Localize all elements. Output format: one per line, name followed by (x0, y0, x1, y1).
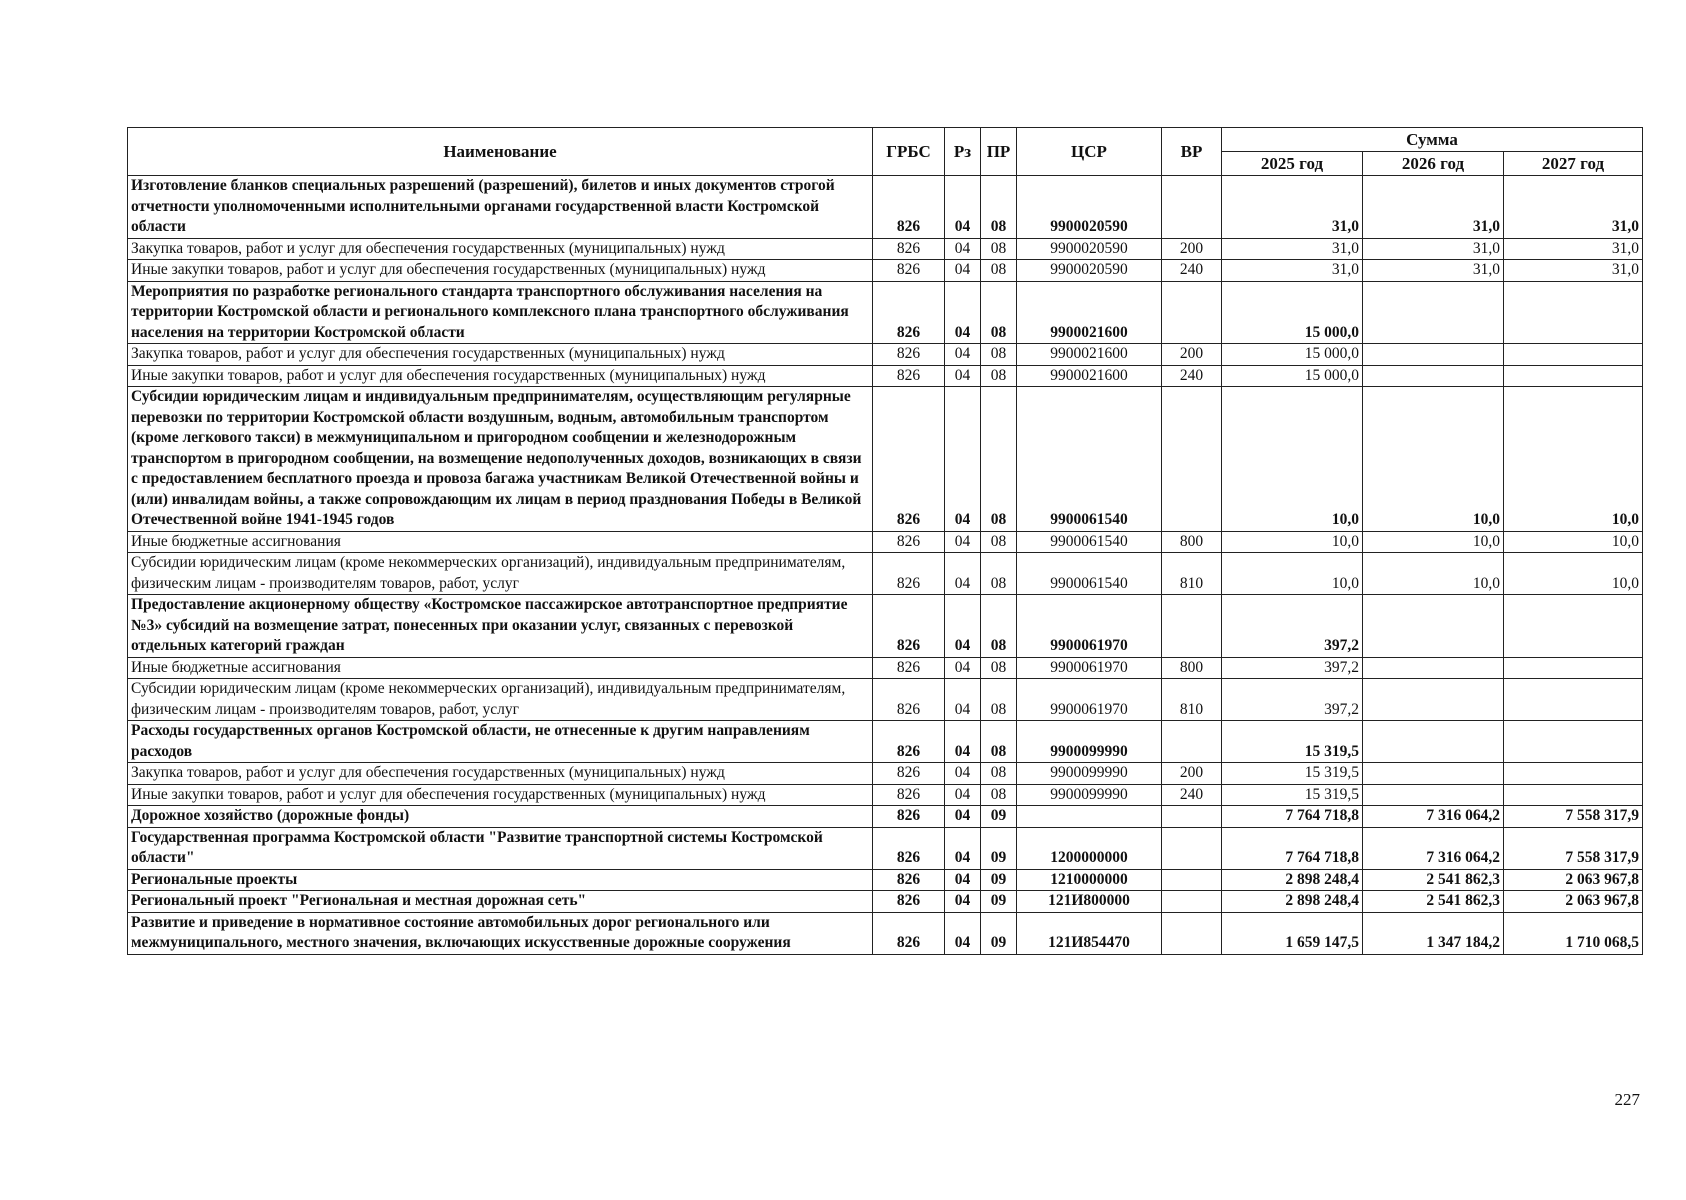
cell-s2025: 15 319,5 (1222, 784, 1363, 806)
cell-grbs: 826 (873, 721, 945, 763)
header-2026: 2026 год (1363, 152, 1504, 176)
cell-vr (1162, 827, 1222, 869)
budget-table-container (127, 127, 1642, 955)
cell-csr: 9900021600 (1017, 365, 1162, 387)
cell-name: Дорожное хозяйство (дорожные фонды) (128, 806, 873, 828)
header-grbs: ГРБС (873, 128, 945, 176)
table-row (128, 387, 1643, 532)
cell-vr (1162, 891, 1222, 913)
cell-pr: 09 (981, 891, 1017, 913)
table-row (128, 657, 1643, 679)
table-row (128, 281, 1643, 344)
cell-pr: 08 (981, 176, 1017, 239)
header-vr: ВР (1162, 128, 1222, 176)
cell-pr: 08 (981, 553, 1017, 595)
header-name: Наименование (128, 128, 873, 176)
cell-grbs: 826 (873, 763, 945, 785)
cell-rz: 04 (945, 784, 981, 806)
cell-csr: 9900099990 (1017, 763, 1162, 785)
cell-pr: 08 (981, 784, 1017, 806)
cell-grbs: 826 (873, 176, 945, 239)
cell-s2027: 10,0 (1504, 553, 1643, 595)
cell-csr: 9900099990 (1017, 784, 1162, 806)
cell-s2026: 10,0 (1363, 531, 1504, 553)
table-row (128, 365, 1643, 387)
header-2025: 2025 год (1222, 152, 1363, 176)
cell-pr: 09 (981, 827, 1017, 869)
cell-rz: 04 (945, 365, 981, 387)
cell-grbs: 826 (873, 891, 945, 913)
cell-s2027 (1504, 595, 1643, 658)
cell-name: Государственная программа Костромской области "Развитие транспортной системы Костромской области" (128, 827, 873, 869)
cell-vr (1162, 721, 1222, 763)
cell-s2025: 2 898 248,4 (1222, 891, 1363, 913)
cell-s2027 (1504, 679, 1643, 721)
table-row (128, 891, 1643, 913)
cell-pr: 08 (981, 281, 1017, 344)
cell-s2025: 15 000,0 (1222, 344, 1363, 366)
cell-grbs: 826 (873, 281, 945, 344)
table-row (128, 238, 1643, 260)
cell-s2027 (1504, 784, 1643, 806)
cell-s2027: 10,0 (1504, 531, 1643, 553)
cell-s2025: 15 000,0 (1222, 281, 1363, 344)
table-row (128, 679, 1643, 721)
cell-csr: 9900020590 (1017, 176, 1162, 239)
table-row (128, 721, 1643, 763)
cell-s2027 (1504, 657, 1643, 679)
page-number: 227 (1614, 1090, 1640, 1109)
cell-s2025: 10,0 (1222, 387, 1363, 532)
cell-pr: 08 (981, 657, 1017, 679)
table-row (128, 344, 1643, 366)
cell-rz: 04 (945, 763, 981, 785)
cell-s2027: 31,0 (1504, 260, 1643, 282)
cell-name: Региональный проект "Региональная и местная дорожная сеть" (128, 891, 873, 913)
cell-rz: 04 (945, 869, 981, 891)
cell-s2027 (1504, 281, 1643, 344)
cell-s2026: 2 541 862,3 (1363, 869, 1504, 891)
cell-s2026: 7 316 064,2 (1363, 806, 1504, 828)
cell-rz: 04 (945, 721, 981, 763)
table-row (128, 531, 1643, 553)
cell-s2027 (1504, 721, 1643, 763)
cell-s2025: 2 898 248,4 (1222, 869, 1363, 891)
cell-csr: 9900061970 (1017, 679, 1162, 721)
cell-csr: 9900099990 (1017, 721, 1162, 763)
cell-s2027 (1504, 344, 1643, 366)
cell-name: Иные бюджетные ассигнования (128, 657, 873, 679)
cell-s2027: 2 063 967,8 (1504, 869, 1643, 891)
cell-s2025: 397,2 (1222, 657, 1363, 679)
table-row (128, 763, 1643, 785)
table-row (128, 827, 1643, 869)
table-row (128, 176, 1643, 239)
cell-s2025: 397,2 (1222, 595, 1363, 658)
cell-vr: 800 (1162, 531, 1222, 553)
table-body (128, 176, 1643, 955)
cell-name: Субсидии юридическим лицам (кроме некоммерческих организаций), индивидуальным предпринимателям, физическим лицам - производителям товаров, работ, услуг (128, 553, 873, 595)
cell-csr (1017, 806, 1162, 828)
cell-grbs: 826 (873, 553, 945, 595)
cell-pr: 08 (981, 531, 1017, 553)
header-sum: Сумма (1222, 128, 1643, 152)
cell-s2027: 2 063 967,8 (1504, 891, 1643, 913)
cell-grbs: 826 (873, 784, 945, 806)
cell-pr: 08 (981, 721, 1017, 763)
cell-s2026 (1363, 365, 1504, 387)
cell-s2025: 1 659 147,5 (1222, 912, 1363, 954)
cell-grbs: 826 (873, 531, 945, 553)
header-rz: Рз (945, 128, 981, 176)
cell-vr (1162, 595, 1222, 658)
cell-s2026: 1 347 184,2 (1363, 912, 1504, 954)
table-row (128, 806, 1643, 828)
table-row (128, 260, 1643, 282)
cell-csr: 9900021600 (1017, 344, 1162, 366)
cell-csr: 121И800000 (1017, 891, 1162, 913)
cell-rz: 04 (945, 344, 981, 366)
cell-grbs: 826 (873, 260, 945, 282)
cell-rz: 04 (945, 176, 981, 239)
cell-s2025: 31,0 (1222, 238, 1363, 260)
cell-vr: 240 (1162, 260, 1222, 282)
cell-csr: 1210000000 (1017, 869, 1162, 891)
cell-pr: 09 (981, 806, 1017, 828)
cell-s2025: 15 000,0 (1222, 365, 1363, 387)
cell-name: Иные бюджетные ассигнования (128, 531, 873, 553)
cell-s2026: 10,0 (1363, 387, 1504, 532)
cell-s2025: 7 764 718,8 (1222, 806, 1363, 828)
header-2027: 2027 год (1504, 152, 1643, 176)
cell-name: Закупка товаров, работ и услуг для обеспечения государственных (муниципальных) нужд (128, 763, 873, 785)
cell-rz: 04 (945, 260, 981, 282)
cell-s2026 (1363, 679, 1504, 721)
cell-rz: 04 (945, 238, 981, 260)
cell-grbs: 826 (873, 387, 945, 532)
cell-s2025: 31,0 (1222, 260, 1363, 282)
cell-pr: 09 (981, 912, 1017, 954)
cell-csr: 9900020590 (1017, 238, 1162, 260)
cell-name: Расходы государственных органов Костромской области, не отнесенные к другим направлениям расходов (128, 721, 873, 763)
cell-name: Предоставление акционерному обществу «Костромское пассажирское автотранспортное предприятие №3» субсидий на возмещение затрат, понесенных при оказании услуг, связанных с перевозкой отдельных категорий граждан (128, 595, 873, 658)
cell-csr: 9900061970 (1017, 657, 1162, 679)
cell-rz: 04 (945, 806, 981, 828)
cell-csr: 9900061540 (1017, 387, 1162, 532)
cell-rz: 04 (945, 595, 981, 658)
cell-s2027: 7 558 317,9 (1504, 827, 1643, 869)
cell-csr: 9900061970 (1017, 595, 1162, 658)
cell-vr: 200 (1162, 238, 1222, 260)
cell-s2026: 31,0 (1363, 238, 1504, 260)
cell-csr: 9900021600 (1017, 281, 1162, 344)
cell-rz: 04 (945, 531, 981, 553)
cell-vr (1162, 176, 1222, 239)
cell-csr: 9900061540 (1017, 553, 1162, 595)
cell-s2026: 31,0 (1363, 176, 1504, 239)
cell-grbs: 826 (873, 827, 945, 869)
budget-table (127, 127, 1643, 955)
table-row (128, 912, 1643, 954)
cell-s2025: 397,2 (1222, 679, 1363, 721)
cell-rz: 04 (945, 553, 981, 595)
cell-grbs: 826 (873, 912, 945, 954)
cell-name: Развитие и приведение в нормативное состояние автомобильных дорог регионального или межмуниципального, местного значения, включающих искусственные дорожные сооружения (128, 912, 873, 954)
cell-s2027 (1504, 763, 1643, 785)
cell-s2025: 10,0 (1222, 553, 1363, 595)
cell-s2026 (1363, 281, 1504, 344)
cell-name: Мероприятия по разработке регионального стандарта транспортного обслуживания населения на территории Костромской области и регионального комплексного плана транспортного обслуживания населения на территории Костромской области (128, 281, 873, 344)
cell-pr: 08 (981, 763, 1017, 785)
cell-s2025: 10,0 (1222, 531, 1363, 553)
cell-pr: 08 (981, 260, 1017, 282)
cell-rz: 04 (945, 912, 981, 954)
cell-grbs: 826 (873, 365, 945, 387)
cell-pr: 08 (981, 679, 1017, 721)
cell-grbs: 826 (873, 238, 945, 260)
cell-rz: 04 (945, 657, 981, 679)
cell-csr: 121И854470 (1017, 912, 1162, 954)
cell-s2026 (1363, 721, 1504, 763)
cell-vr (1162, 387, 1222, 532)
cell-s2027: 10,0 (1504, 387, 1643, 532)
cell-s2027 (1504, 365, 1643, 387)
cell-grbs: 826 (873, 806, 945, 828)
cell-s2026 (1363, 595, 1504, 658)
cell-grbs: 826 (873, 657, 945, 679)
table-row (128, 553, 1643, 595)
cell-name: Субсидии юридическим лицам (кроме некоммерческих организаций), индивидуальным предпринимателям, физическим лицам - производителям товаров, работ, услуг (128, 679, 873, 721)
cell-name: Иные закупки товаров, работ и услуг для обеспечения государственных (муниципальных) нужд (128, 365, 873, 387)
cell-s2026: 31,0 (1363, 260, 1504, 282)
cell-pr: 08 (981, 595, 1017, 658)
cell-s2025: 31,0 (1222, 176, 1363, 239)
cell-vr: 810 (1162, 553, 1222, 595)
cell-s2026 (1363, 784, 1504, 806)
cell-rz: 04 (945, 387, 981, 532)
cell-s2025: 15 319,5 (1222, 763, 1363, 785)
cell-s2026: 10,0 (1363, 553, 1504, 595)
cell-s2025: 15 319,5 (1222, 721, 1363, 763)
cell-rz: 04 (945, 281, 981, 344)
cell-s2026 (1363, 657, 1504, 679)
table-row (128, 595, 1643, 658)
table-row (128, 784, 1643, 806)
cell-name: Региональные проекты (128, 869, 873, 891)
cell-pr: 08 (981, 387, 1017, 532)
cell-s2027: 31,0 (1504, 176, 1643, 239)
cell-name: Иные закупки товаров, работ и услуг для обеспечения государственных (муниципальных) нужд (128, 260, 873, 282)
cell-s2026 (1363, 344, 1504, 366)
cell-pr: 08 (981, 238, 1017, 260)
cell-grbs: 826 (873, 344, 945, 366)
cell-name: Закупка товаров, работ и услуг для обеспечения государственных (муниципальных) нужд (128, 344, 873, 366)
cell-s2027: 7 558 317,9 (1504, 806, 1643, 828)
cell-vr: 200 (1162, 763, 1222, 785)
cell-vr: 810 (1162, 679, 1222, 721)
cell-vr: 800 (1162, 657, 1222, 679)
cell-pr: 09 (981, 869, 1017, 891)
cell-name: Закупка товаров, работ и услуг для обеспечения государственных (муниципальных) нужд (128, 238, 873, 260)
cell-grbs: 826 (873, 595, 945, 658)
cell-vr: 240 (1162, 784, 1222, 806)
table-row (128, 869, 1643, 891)
cell-vr (1162, 869, 1222, 891)
cell-s2026: 2 541 862,3 (1363, 891, 1504, 913)
cell-csr: 9900020590 (1017, 260, 1162, 282)
cell-pr: 08 (981, 365, 1017, 387)
cell-csr: 1200000000 (1017, 827, 1162, 869)
cell-pr: 08 (981, 344, 1017, 366)
cell-rz: 04 (945, 891, 981, 913)
cell-vr (1162, 806, 1222, 828)
cell-s2026: 7 316 064,2 (1363, 827, 1504, 869)
cell-vr: 240 (1162, 365, 1222, 387)
cell-s2027: 31,0 (1504, 238, 1643, 260)
cell-rz: 04 (945, 679, 981, 721)
cell-name: Субсидии юридическим лицам и индивидуальным предпринимателям, осуществляющим регулярные перевозки по территории Костромской области воздушным, водным, автомобильным транспортом (кроме легкового такси) в межмуниципальном и пригородном сообщении и железнодорожным транспортом в пригородном сообщении, на возмещение недополученных доходов, возникающих в связи с предоставлением бесплатного проезда и провоза багажа участникам Великой Отечественной войны и (или) инвалидам войны, а также сопровождающим их лицам в период празднования Победы в Великой Отечественной войне 1941-1945 годов (128, 387, 873, 532)
header-csr: ЦСР (1017, 128, 1162, 176)
cell-rz: 04 (945, 827, 981, 869)
cell-grbs: 826 (873, 869, 945, 891)
header-pr: ПР (981, 128, 1017, 176)
cell-name: Изготовление бланков специальных разрешений (разрешений), билетов и иных документов строгой отчетности уполномоченными исполнительными органами государственной власти Костромской области (128, 176, 873, 239)
cell-vr (1162, 281, 1222, 344)
cell-vr: 200 (1162, 344, 1222, 366)
cell-grbs: 826 (873, 679, 945, 721)
cell-s2027: 1 710 068,5 (1504, 912, 1643, 954)
cell-csr: 9900061540 (1017, 531, 1162, 553)
cell-s2026 (1363, 763, 1504, 785)
cell-vr (1162, 912, 1222, 954)
cell-name: Иные закупки товаров, работ и услуг для обеспечения государственных (муниципальных) нужд (128, 784, 873, 806)
cell-s2025: 7 764 718,8 (1222, 827, 1363, 869)
